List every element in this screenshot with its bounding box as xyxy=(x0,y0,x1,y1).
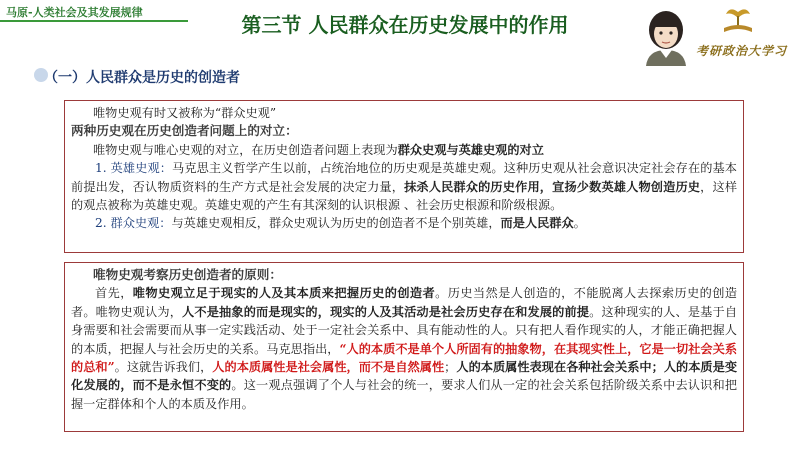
mass-view-paragraph: 2. 群众史观：与英雄史观相反，群众史观认为历史的创造者不是个别英雄，而是人民群众。 xyxy=(95,216,586,231)
course-tag: 马原-人类社会及其发展规律 xyxy=(6,6,143,19)
page-title: 第三节 人民群众在历史发展中的作用 xyxy=(241,13,569,37)
brand-logo xyxy=(638,4,794,68)
marx-quote: “人的本质不是单个人所固有的抽象物，在其现实性上，它是一切社会关系的总和” xyxy=(71,341,738,375)
principles-paragraph: 首先，唯物史观立足于现实的人及其本质来把握历史的创造者。历史当然是人创造的，不能脱离人去探索历史的创造者。唯物史观认为，人不是抽象的而是现实的，现实的人及其活动是社会历史存在和发展的前提。这种现实的人、是基于自身需要和社会需要而从事一定实践活动、处于一定社会关系中、具有能动性的人。只有把人看作现实的人，才能正确把握人的本质，把握人与社会历史的关系。马克思指出，“人的本质不是单个人所固有的抽象物，在其现实性上，它是一切社会关系的总和”。这就告诉我们，人的本质属性是社会属性，而不是自然属性；人的本质属性表现在各种社会关系中；人的本质是变化发展的，而不是永恒不变的。这一观点强调了个人与社会的统一，要求人们从一定的社会关系包括阶级关系中去认识和把握一定群体和个人的本质及作用。 xyxy=(71,286,738,411)
opposition-emphasis: 群众史观与英雄史观的对立 xyxy=(397,142,544,157)
two-views-subheading: 两种历史观在历史创造者问题上的对立： xyxy=(71,123,298,139)
mass-view-emphasis: 而是人民群众 xyxy=(500,216,574,231)
opposition-line: 唯物史观与唯心史观的对立，在历史创造者问题上表现为群众史观与英雄史观的对立 xyxy=(93,142,544,157)
hero-view-emphasis: 抹杀人民群众的历史作用，宣扬少数英雄人物创造历史 xyxy=(404,179,701,194)
mass-view-label: 2. 群众史观： xyxy=(95,216,172,231)
principles-subheading: 唯物史观考察历史创造者的原则： xyxy=(93,267,282,282)
principles-box xyxy=(64,262,744,432)
hero-view-label: 1. 英雄史观： xyxy=(95,161,173,176)
book-tree-emblem-icon xyxy=(720,6,756,36)
section-heading-text: （一）人民群众是历史的创造者 xyxy=(44,70,240,86)
two-views-box xyxy=(64,100,744,253)
hero-view-paragraph: 1. 英雄史观：马克思主义哲学产生以前，占统治地位的历史观是英雄史观。这种历史观从社会意识决定社会存在的基本前提出发，否认物质资料的生产方式是社会发展的决定力量，抹杀人民群众的历史作用，宣扬少数英雄人物创造历史，这样的观点被称为英雄史观。英雄史观的产生有其深刻的认识根源 、社会历史根源和阶级根源。 xyxy=(71,161,738,213)
teacher-avatar-icon xyxy=(638,6,694,66)
brand-logo-text: 考研政治大学习 xyxy=(696,44,788,58)
section-heading xyxy=(34,66,284,88)
header-divider xyxy=(0,20,188,22)
intro-line: 唯物史观有时又被称为“群众史观” xyxy=(93,106,277,120)
